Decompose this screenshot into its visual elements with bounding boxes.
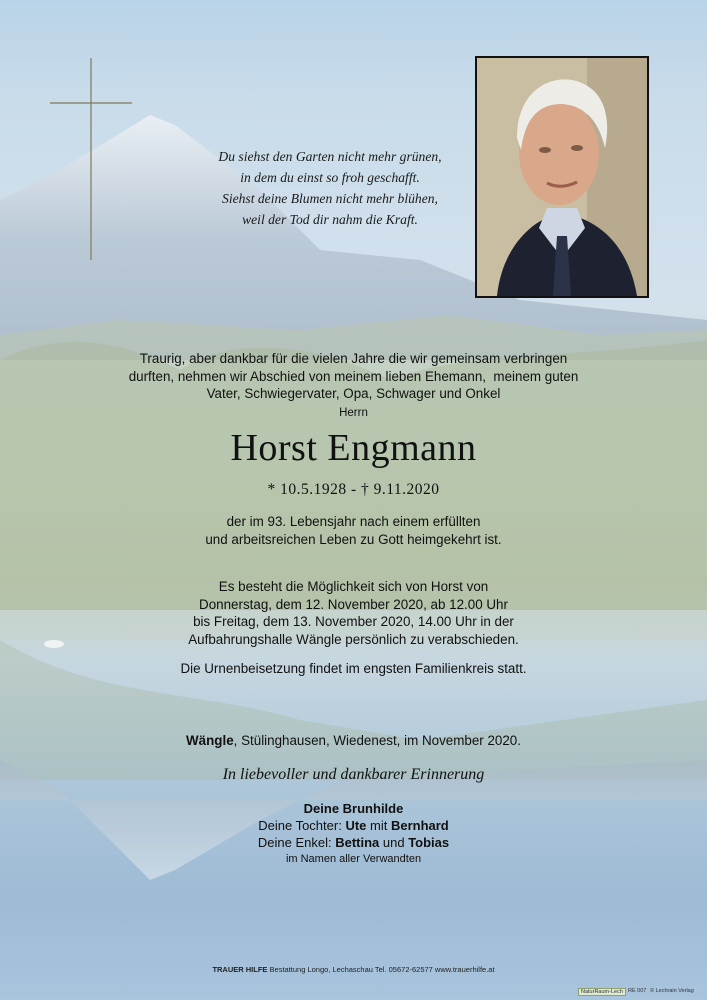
grandchildren-line xyxy=(100,834,607,851)
intro-line: Traurig, aber dankbar für die vielen Jahre die wir gemeinsam verbringen xyxy=(139,351,568,366)
daughter-line xyxy=(100,817,607,834)
cross-icon xyxy=(50,58,132,260)
grandchildren-prefix: Deine Enkel: xyxy=(257,835,336,850)
place-and-date xyxy=(100,733,607,748)
intro-line: Vater, Schwiegervater, Opa, Schwager und Onkel xyxy=(206,386,501,401)
viewing-line: Donnerstag, dem 12. November 2020, ab 12.00 Uhr xyxy=(199,596,508,612)
daughter-prefix: Deine Tochter: xyxy=(258,818,346,833)
poem-line: in dem du einst so froh geschafft. xyxy=(240,170,420,185)
viewing-line: Es besteht die Möglichkeit sich von Horst von xyxy=(218,579,489,594)
grandchild-name: Tobias xyxy=(408,835,450,850)
footer-credit xyxy=(100,965,607,974)
daughter-mid: mit xyxy=(366,818,391,833)
memorial-poem xyxy=(190,146,470,230)
grandchildren-mid: und xyxy=(379,835,409,850)
relatives-line: im Namen aller Verwandten xyxy=(285,853,422,865)
naturraum-badge: NaturRaum-Lech xyxy=(578,988,626,996)
place-rest: , Stülinghausen, Wiedenest, im November 2020. xyxy=(233,733,521,748)
family-signature xyxy=(100,800,607,868)
poem-line: weil der Tod dir nahm die Kraft. xyxy=(242,212,418,227)
urn-burial-text: Die Urnenbeisetzung findet im engsten Familienkreis statt. xyxy=(180,661,527,676)
daughter-name: Ute xyxy=(345,818,367,833)
grandchild-name: Bettina xyxy=(335,835,380,850)
template-code: RE 007 xyxy=(628,988,647,994)
wife-name: Deine Brunhilde xyxy=(303,801,404,816)
salutation: Herrn xyxy=(339,407,368,419)
intro-line: durften, nehmen wir Abschied von meinem lieben Ehemann, meinem guten xyxy=(128,368,579,384)
viewing-line: bis Freitag, dem 13. November 2020, 14.00 Uhr in der xyxy=(193,614,514,629)
poem-line: Siehst deine Blumen nicht mehr blühen, xyxy=(222,191,438,206)
age-line: der im 93. Lebensjahr nach einem erfüllten xyxy=(226,514,481,529)
viewing-line: Aufbahrungshalle Wängle persönlich zu verabschieden. xyxy=(188,631,519,647)
viewing-text xyxy=(100,578,607,648)
age-line: und arbeitsreichen Leben zu Gott heimgekehrt ist. xyxy=(205,531,502,547)
footer-brand: TRAUER HILFE xyxy=(212,965,268,974)
publisher-credit: © Lechrain Verlag xyxy=(650,988,694,994)
place-bold: Wängle xyxy=(186,733,234,748)
poem-line: Du siehst den Garten nicht mehr grünen, xyxy=(218,149,442,164)
deceased-name: Horst Engmann xyxy=(230,427,477,469)
daughter-partner: Bernhard xyxy=(390,818,449,833)
age-text xyxy=(100,513,607,548)
memory-line: In liebevoller und dankbarer Erinnerung xyxy=(222,766,485,783)
life-dates: * 10.5.1928 - † 9.11.2020 xyxy=(267,481,440,498)
footer-text: Bestattung Longo, Lechaschau Tel. 05672-62577 www.trauerhilfe.at xyxy=(267,965,495,974)
portrait-photo xyxy=(475,56,649,298)
intro-text xyxy=(100,350,607,403)
